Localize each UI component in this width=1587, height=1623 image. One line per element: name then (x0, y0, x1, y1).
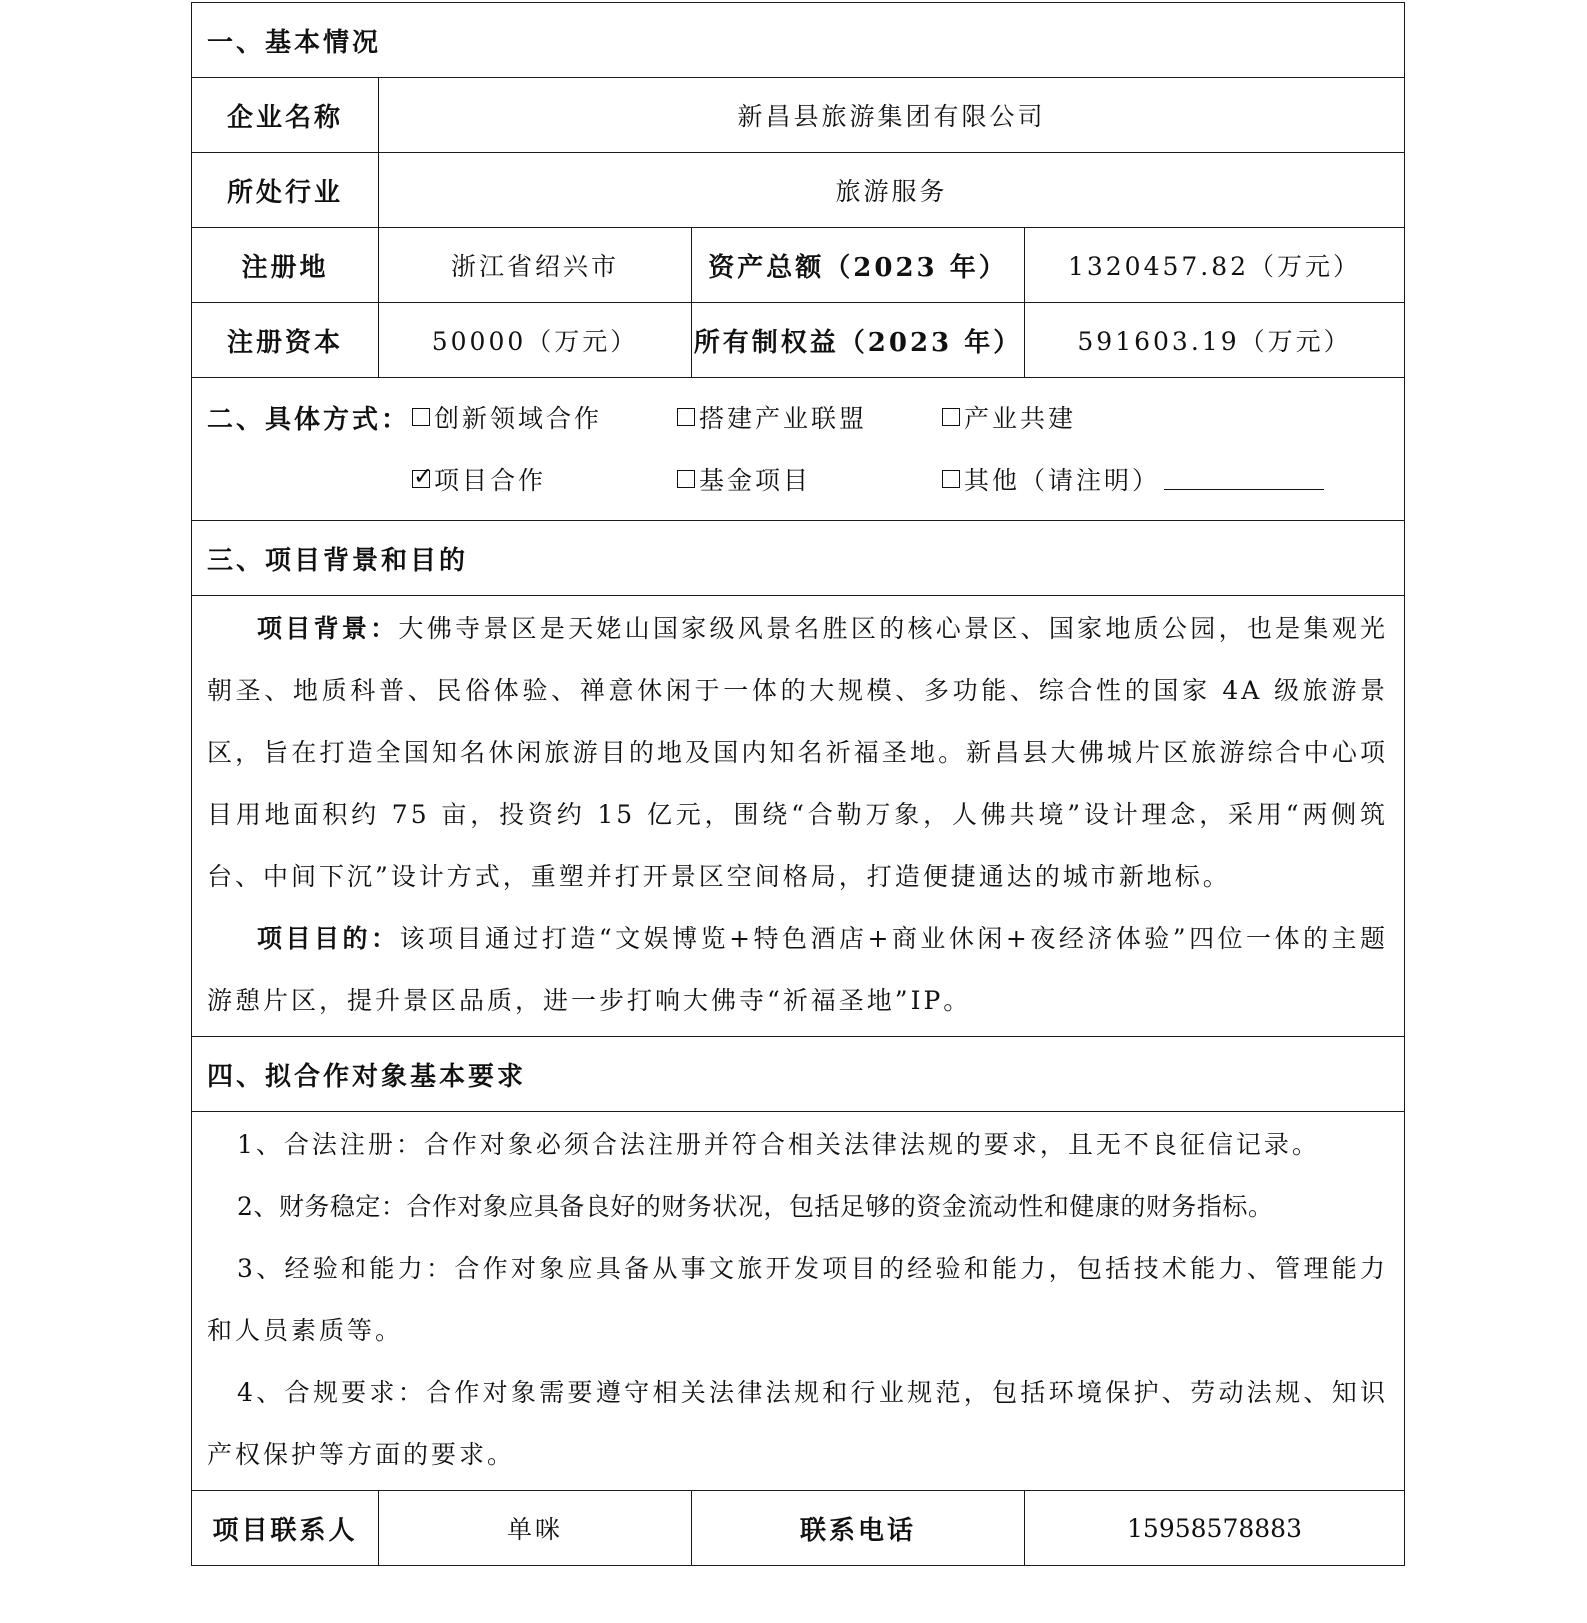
option-label: 搭建产业联盟 (699, 404, 868, 433)
section-requirements-title: 四、拟合作对象基本要求 (192, 1037, 1405, 1112)
reg-place-value: 浙江省绍兴市 (379, 228, 692, 303)
industry-value: 旅游服务 (379, 153, 1405, 228)
option-label: 基金项目 (699, 466, 812, 495)
option-co-construction[interactable] (942, 399, 1076, 435)
form-table (191, 2, 1405, 1566)
purpose-text: 该项目通过打造“文娱博览+特色酒店+商业休闲+夜经济体验”四位一体的主题游憩片区，提升景区品质，进一步打响大佛寺“祈福圣地”IP。 (207, 924, 1389, 1015)
checkbox-icon[interactable] (677, 470, 695, 488)
option-alliance[interactable] (677, 399, 942, 435)
option-label: 其他（请注明） (964, 466, 1161, 495)
reg-capital-label: 注册资本 (192, 303, 379, 378)
company-name-label: 企业名称 (192, 78, 379, 153)
requirement-item: 4、合规要求：合作对象需要遵守相关法律法规和行业规范，包括环境保护、劳动法规、知识产权保护等方面的要求。 (207, 1378, 1389, 1469)
section-background-title: 三、项目背景和目的 (192, 521, 1405, 596)
reg-capital-value: 50000（万元） (379, 303, 692, 378)
requirement-item: 1、合法注册：合作对象必须合法注册并符合相关法律法规的要求，且无不良征信记录。 (237, 1130, 1320, 1159)
cooperation-mode-section (192, 378, 1405, 521)
option-other[interactable] (942, 461, 1324, 497)
background-text: 大佛寺景区是天姥山国家级风景名胜区的核心景区、国家地质公园，也是集观光朝圣、地质科普、民俗体验、禅意休闲于一体的大规模、多功能、综合性的国家 4A 级旅游景区，旨在打造全国知名休闲旅游目的地及国内知名祈福圣地。新昌县大佛城片区旅游综合中心项目用地面积约 75 亩，投资约 15 亿元，围绕“合勒万象，人佛共境”设计理念，采用“两侧筑台、中间下沉”设计方式，重塑并打开景区空间格局，打造便捷通达的城市新地标。 (207, 614, 1389, 891)
mode-row-2 (207, 448, 1404, 510)
requirement-item: 2、财务稳定：合作对象应具备良好的财务状况，包括足够的资金流动性和健康的财务指标。 (237, 1192, 1274, 1221)
contact-phone-label: 联系电话 (692, 1491, 1025, 1566)
requirement-item: 3、经验和能力：合作对象应具备从事文旅开发项目的经验和能力，包括技术能力、管理能力和人员素质等。 (207, 1254, 1389, 1345)
other-fill-blank[interactable] (1164, 469, 1324, 490)
option-fund[interactable] (677, 461, 942, 497)
checkbox-icon[interactable] (677, 408, 695, 426)
requirements-content (192, 1112, 1405, 1491)
background-content (192, 596, 1405, 1037)
option-label: 产业共建 (964, 404, 1077, 433)
contact-phone-value: 15958578883 (1025, 1491, 1405, 1566)
section-basic-title: 一、基本情况 (192, 3, 1405, 78)
purpose-label: 项目目的： (257, 924, 400, 953)
purpose-paragraph (207, 908, 1388, 1032)
option-project[interactable] (412, 461, 677, 497)
checkbox-icon[interactable] (942, 408, 960, 426)
option-innovation[interactable] (412, 399, 677, 435)
reg-place-label: 注册地 (192, 228, 379, 303)
equity-label: 所有制权益（2023 年） (692, 303, 1025, 378)
checked-checkbox-icon[interactable] (412, 470, 430, 488)
company-name-value: 新昌县旅游集团有限公司 (379, 78, 1405, 153)
checkbox-icon[interactable] (412, 408, 430, 426)
option-label: 创新领域合作 (434, 404, 603, 433)
checkbox-icon[interactable] (942, 470, 960, 488)
cooperation-form (191, 2, 1404, 1566)
equity-value: 591603.19（万元） (1025, 303, 1405, 378)
background-paragraph (207, 598, 1388, 908)
total-assets-label: 资产总额（2023 年） (692, 228, 1025, 303)
mode-row-1 (207, 386, 1404, 448)
industry-label: 所处行业 (192, 153, 379, 228)
contact-person-label: 项目联系人 (192, 1491, 379, 1566)
contact-person-value: 单咪 (379, 1491, 692, 1566)
option-label: 项目合作 (434, 466, 547, 495)
mode-title: 二、具体方式： (207, 404, 411, 435)
total-assets-value: 1320457.82（万元） (1025, 228, 1405, 303)
background-label: 项目背景： (257, 614, 399, 643)
